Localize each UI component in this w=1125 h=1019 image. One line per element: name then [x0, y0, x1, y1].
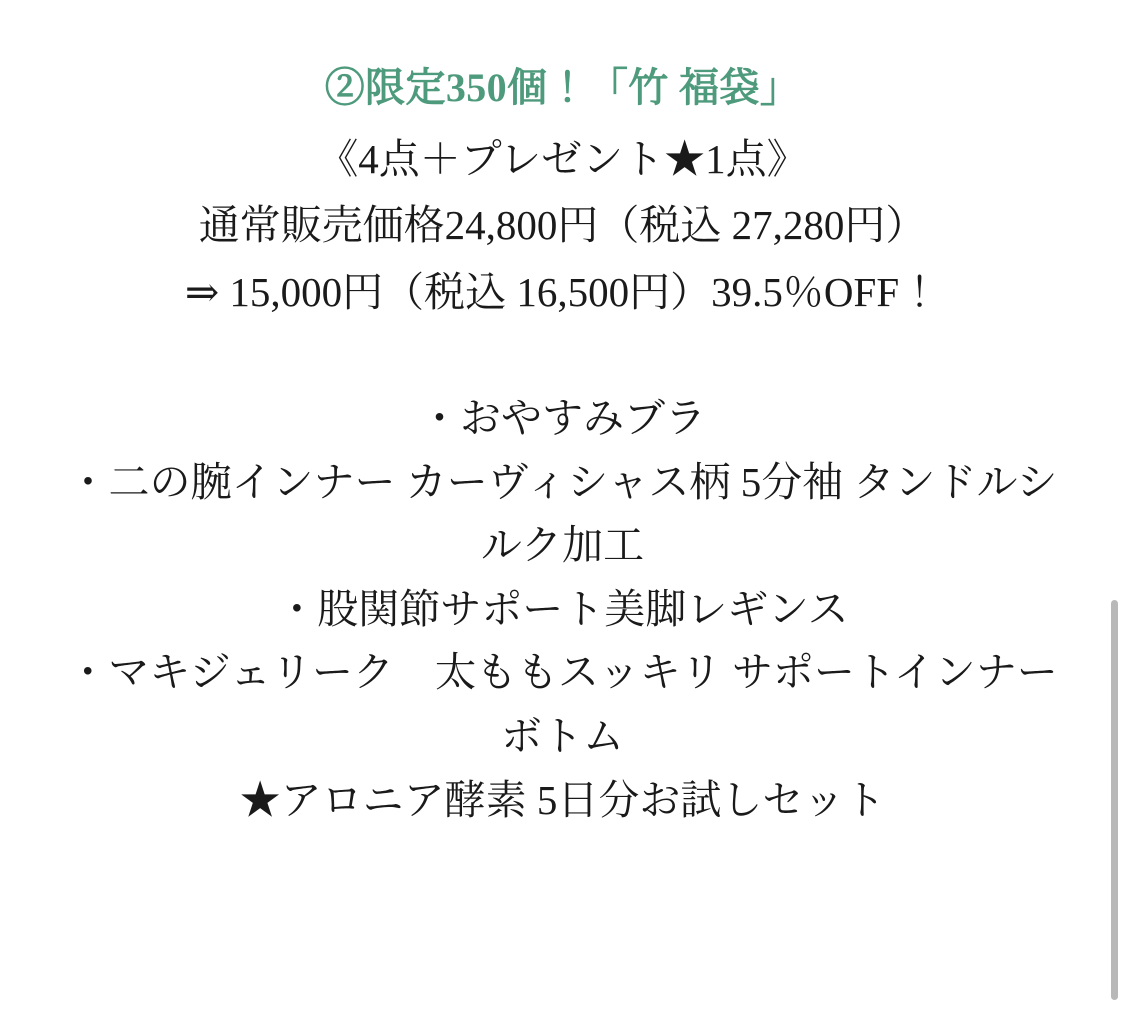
- summary-line-3: ⇒ 15,000円（税込 16,500円）39.5％OFF！: [184, 268, 941, 315]
- list-item: ・マキジェリーク 太ももスッキリ サポートインナーボトム: [67, 649, 1058, 759]
- item-list: [50, 387, 1075, 832]
- summary-line-1: 《4点＋プレゼント★1点》: [317, 136, 808, 182]
- vertical-scrollbar[interactable]: [1111, 600, 1118, 1000]
- list-item: ・おやすみブラ: [419, 395, 706, 442]
- page-title: ②限定350個！「竹 福袋」: [324, 65, 801, 110]
- list-item: ・股関節サポート美脚レギンス: [276, 585, 849, 632]
- list-item: ★アロニア酵素 5日分お試しセット: [239, 776, 886, 823]
- list-item: ・二の腕インナー カーヴィシャス柄 5分袖 タンドルシルク加工: [67, 458, 1058, 569]
- summary-line-2: 通常販売価格24,800円（税込 27,280円）: [198, 202, 927, 249]
